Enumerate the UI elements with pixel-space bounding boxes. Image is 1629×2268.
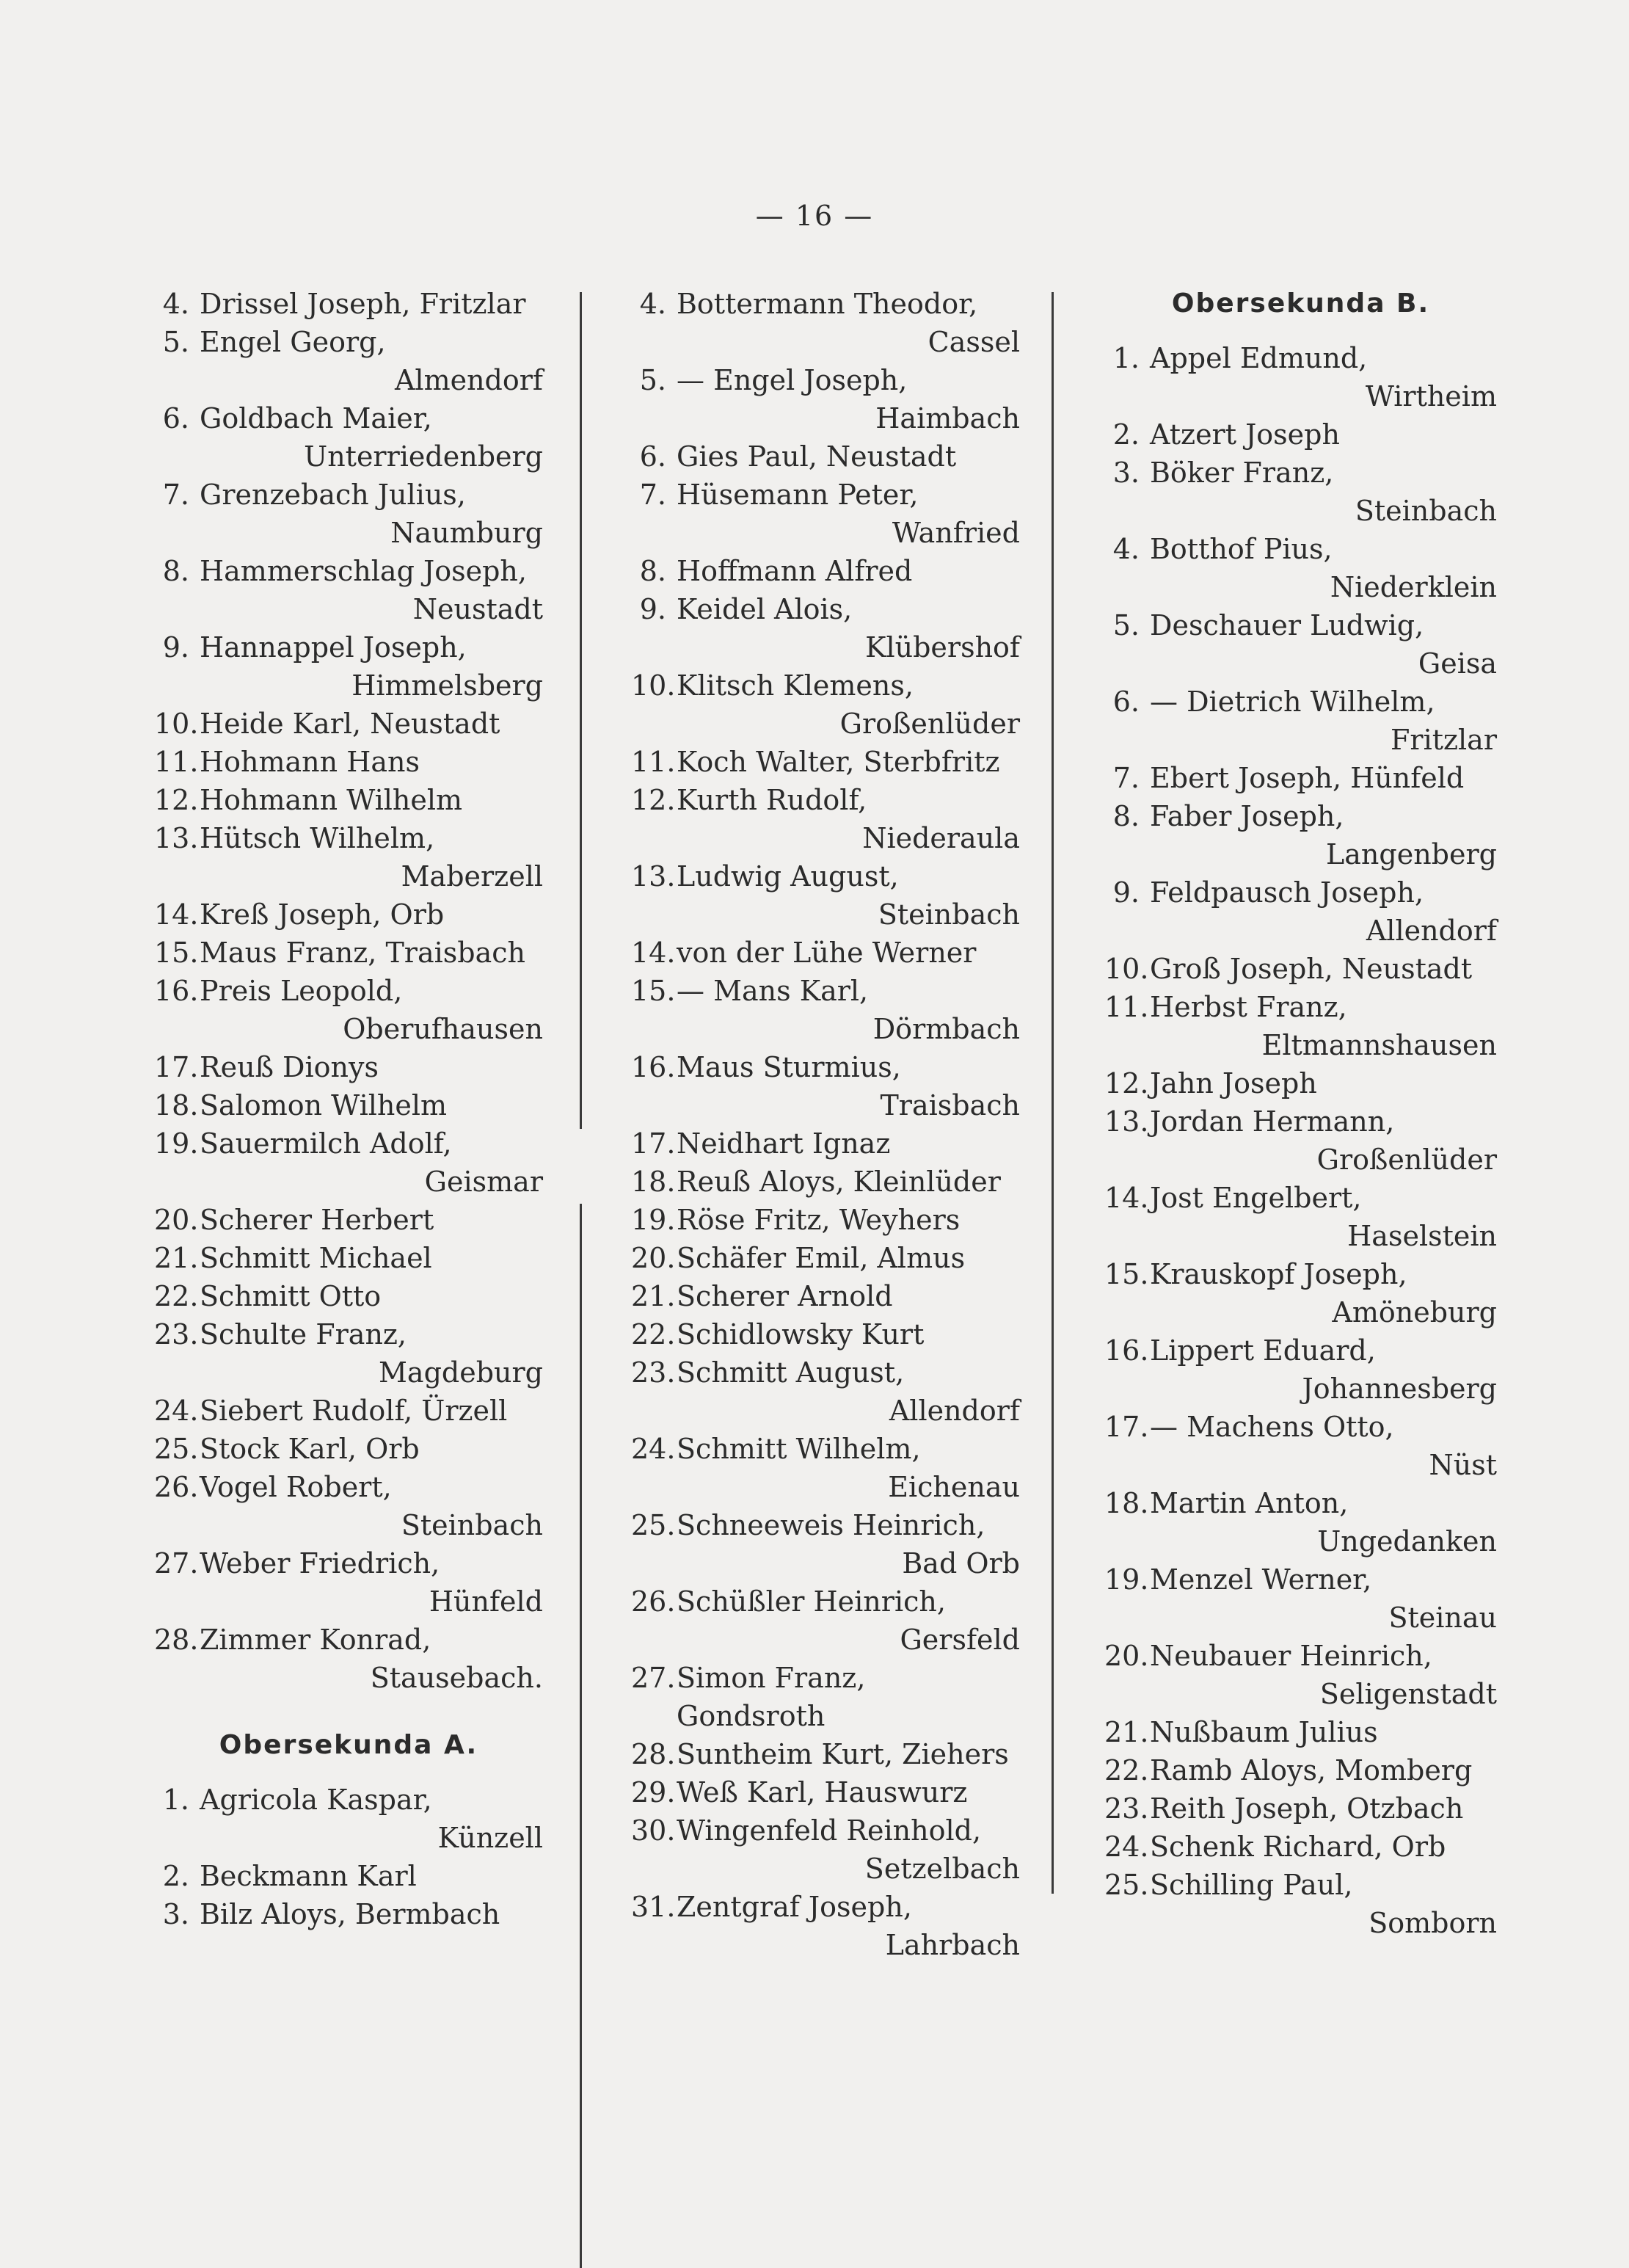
list-item (154, 705, 543, 743)
entry-name: Weber Friedrich, (200, 1547, 440, 1580)
entry-number: 12. (1104, 1067, 1149, 1100)
entry-place: Maberzell (401, 860, 543, 893)
entry-number: 2. (1112, 418, 1140, 451)
list-item (154, 743, 543, 781)
entry-number: 25. (154, 1433, 199, 1465)
entry-name: Hannappel Joseph, (200, 631, 467, 664)
entry-number: 4. (1112, 533, 1140, 565)
list-item (631, 1239, 1020, 1277)
list-item (154, 972, 543, 1048)
entry-number: 4. (162, 288, 189, 320)
entry-number: 16. (631, 1051, 676, 1083)
list-item (631, 1277, 1020, 1315)
entry-name: Zentgraf Joseph, (677, 1891, 912, 1923)
list-item (154, 1048, 543, 1086)
list-item (1104, 1751, 1497, 1789)
entry-number: 22. (1104, 1754, 1149, 1787)
entry-name: Jordan Hermann, (1150, 1105, 1395, 1138)
list-item (1104, 988, 1497, 1064)
list-item (1104, 1408, 1497, 1484)
list-item (154, 1895, 543, 1933)
entry-name: Jahn Joseph (1150, 1067, 1317, 1100)
entry-place: Somborn (1369, 1907, 1497, 1939)
entry-place: Niederklein (1330, 571, 1497, 603)
entry-number: 28. (631, 1738, 676, 1770)
entry-name: Schneeweis Heinrich, (677, 1509, 985, 1541)
entry-place: Großenlüder (839, 708, 1020, 740)
entry-place: Steinbach (401, 1509, 543, 1541)
entry-number: 11. (154, 746, 199, 778)
list-item (1104, 759, 1497, 797)
entry-place: Wirtheim (1365, 380, 1497, 412)
entry-name: Krauskopf Joseph, (1150, 1258, 1407, 1290)
list-item (1104, 1331, 1497, 1408)
entry-number: 12. (154, 784, 199, 816)
entry-place: Niederaula (862, 822, 1020, 854)
entry-name: Scherer Herbert (200, 1204, 434, 1236)
list-item (1104, 339, 1497, 415)
entry-name: Kurth Rudolf, (677, 784, 867, 816)
entry-name: Ludwig August, (677, 860, 899, 893)
list-item (1104, 1102, 1497, 1179)
entry-name: Salomon Wilhelm (200, 1089, 448, 1122)
entry-place: Großenlüder (1316, 1144, 1497, 1176)
entry-number: 22. (631, 1318, 676, 1351)
entry-place: Wanfried (892, 517, 1020, 549)
list-item (631, 476, 1020, 552)
entry-place: Steinbach (1355, 495, 1497, 527)
list-item (631, 590, 1020, 666)
entry-number: 19. (631, 1204, 676, 1236)
entry-number: 26. (154, 1471, 199, 1503)
entry-place: Neustadt (412, 593, 543, 625)
entry-place: Lahrbach (885, 1929, 1020, 1961)
entry-name: Sauermilch Adolf, (200, 1127, 452, 1160)
entry-name: Feldpausch Joseph, (1150, 876, 1424, 909)
list-item (154, 399, 543, 476)
entry-number: 18. (1104, 1487, 1149, 1519)
entry-name: Herbst Franz, (1150, 991, 1347, 1023)
entry-name: Zimmer Konrad, (200, 1624, 431, 1656)
entry-number: 18. (154, 1089, 199, 1122)
entry-number: 10. (1104, 953, 1149, 985)
entry-place: Eltmannshausen (1261, 1029, 1497, 1061)
list-item (631, 1315, 1020, 1353)
entry-place: Magdeburg (379, 1356, 543, 1389)
entry-number: 9. (1112, 876, 1140, 909)
entry-place: Fritzlar (1391, 724, 1497, 756)
list-item (1104, 1255, 1497, 1331)
entry-place: Dörmbach (872, 1013, 1020, 1045)
entry-name: Keidel Alois, (677, 593, 853, 625)
list-item (154, 1124, 543, 1201)
entry-number: 8. (1112, 800, 1140, 832)
entry-number: 16. (154, 975, 199, 1007)
list-item (631, 666, 1020, 743)
list-item (631, 1201, 1020, 1239)
list-item (154, 628, 543, 705)
entry-number: 13. (154, 822, 199, 854)
list-item (631, 1506, 1020, 1582)
entry-place: Cassel (928, 326, 1020, 358)
list-item (154, 1086, 543, 1124)
list-item (631, 743, 1020, 781)
entry-name: Scherer Arnold (677, 1280, 893, 1312)
entry-name: Heide Karl, Neustadt (200, 708, 500, 740)
list-item (1104, 530, 1497, 606)
entry-number: 5. (1112, 609, 1140, 641)
column-1 (154, 285, 543, 1933)
list-item (631, 285, 1020, 361)
entry-name: Hüsemann Peter, (677, 479, 919, 511)
list-item (154, 1201, 543, 1239)
entry-number: 7. (1112, 762, 1140, 794)
entry-name: Goldbach Maier, (200, 402, 432, 435)
list-item (1104, 683, 1497, 759)
list-item (1104, 1866, 1497, 1942)
entry-name: Reith Joseph, Otzbach (1150, 1792, 1464, 1825)
entry-number: 5. (162, 326, 189, 358)
entry-number: 19. (1104, 1563, 1149, 1596)
entry-name: Schäfer Emil, Almus (677, 1242, 966, 1274)
entry-place: Haimbach (875, 402, 1020, 435)
entry-name: Schenk Richard, Orb (1150, 1831, 1446, 1863)
entry-name: Nußbaum Julius (1150, 1716, 1378, 1748)
list-item (1104, 1713, 1497, 1751)
list-item (631, 437, 1020, 476)
entry-number: 11. (1104, 991, 1149, 1023)
entry-name: von der Lühe Werner (677, 937, 977, 969)
list-item (154, 1315, 543, 1392)
list-item (631, 1048, 1020, 1124)
entry-name: Preis Leopold, (200, 975, 403, 1007)
entry-number: 8. (639, 555, 666, 587)
entry-number: 9. (639, 593, 666, 625)
list-item (631, 361, 1020, 437)
entry-number: 14. (154, 898, 199, 931)
entry-name: Vogel Robert, (200, 1471, 392, 1503)
entry-name: Beckmann Karl (200, 1860, 417, 1892)
entry-name: Grenzebach Julius, (200, 479, 466, 511)
entry-place: Ungedanken (1317, 1525, 1497, 1558)
list-item (1104, 454, 1497, 530)
entry-name: Atzert Joseph (1150, 418, 1340, 451)
entry-number: 11. (631, 746, 676, 778)
list-item (1104, 1789, 1497, 1828)
entry-place: Nüst (1429, 1449, 1497, 1481)
list-item (154, 1277, 543, 1315)
list-item (154, 1857, 543, 1895)
entry-number: 20. (631, 1242, 676, 1274)
entry-place: Seligenstadt (1319, 1678, 1497, 1710)
entry-name: — Machens Otto, (1150, 1411, 1394, 1443)
entry-number: 28. (154, 1624, 199, 1656)
list-item (154, 1621, 543, 1697)
entry-name: Klitsch Klemens, (677, 669, 914, 702)
entry-number: 17. (631, 1127, 676, 1160)
entry-place: Geismar (424, 1166, 543, 1198)
column-divider (580, 292, 582, 1129)
entry-name: Martin Anton, (1150, 1487, 1349, 1519)
list-item (631, 1430, 1020, 1506)
entry-name: Reuß Dionys (200, 1051, 379, 1083)
entry-place: Künzell (437, 1822, 543, 1854)
entry-place: Stausebach. (370, 1662, 543, 1694)
entry-name: Kreß Joseph, Orb (200, 898, 445, 931)
entry-number: 3. (162, 1898, 189, 1930)
list-item (154, 476, 543, 552)
entry-number: 20. (154, 1204, 199, 1236)
entry-number: 7. (639, 479, 666, 511)
entry-number: 4. (639, 288, 666, 320)
entry-name: Bilz Aloys, Bermbach (200, 1898, 500, 1930)
entry-number: 10. (631, 669, 676, 702)
entry-place: Almendorf (394, 364, 543, 396)
entry-place: Traisbach (880, 1089, 1020, 1122)
entry-name: Weß Karl, Hauswurz (677, 1776, 968, 1809)
page-number: — 16 — (755, 200, 874, 232)
column-divider (580, 1204, 582, 2268)
list-item (154, 895, 543, 934)
entry-place: Steinau (1388, 1602, 1497, 1634)
list-item (154, 1392, 543, 1430)
list-item (631, 1353, 1020, 1430)
entry-number: 17. (154, 1051, 199, 1083)
entry-name: Schidlowsky Kurt (677, 1318, 925, 1351)
entry-place: Bad Orb (902, 1547, 1020, 1580)
entry-name: Hammerschlag Joseph, (200, 555, 527, 587)
entry-name: Groß Joseph, Neustadt (1150, 953, 1473, 985)
entry-number: 10. (154, 708, 199, 740)
entry-place: Haselstein (1347, 1220, 1497, 1252)
entry-name: Siebert Rudolf, Ürzell (200, 1395, 508, 1427)
entry-name: Appel Edmund, (1150, 342, 1368, 374)
entry-number: 6. (162, 402, 189, 435)
list-item (631, 972, 1020, 1048)
entry-name: Lippert Eduard, (1150, 1334, 1376, 1367)
entry-number: 30. (631, 1814, 676, 1847)
list-item (631, 1811, 1020, 1888)
entry-number: 12. (631, 784, 676, 816)
list-item (1104, 873, 1497, 950)
entry-place: Steinbach (878, 898, 1020, 931)
entry-number: 13. (631, 860, 676, 893)
entry-number: 18. (631, 1166, 676, 1198)
entry-number: 31. (631, 1891, 676, 1923)
list-item (154, 819, 543, 895)
column-divider (1052, 292, 1054, 1894)
entry-name: Schmitt Michael (200, 1242, 432, 1274)
list-item (154, 285, 543, 323)
entry-place: Allendorf (1366, 915, 1497, 947)
entry-number: 26. (631, 1585, 676, 1618)
entry-name: Schmitt August, (677, 1356, 905, 1389)
section-heading: Obersekunda A. (219, 1730, 478, 1760)
list-item (154, 1468, 543, 1544)
entry-name: Faber Joseph, (1150, 800, 1344, 832)
entry-name: Hohmann Hans (200, 746, 420, 778)
list-item (631, 1888, 1020, 1964)
list-item (631, 857, 1020, 934)
entry-number: 14. (1104, 1182, 1149, 1214)
entry-name: Engel Georg, (200, 326, 386, 358)
entry-name: Gies Paul, Neustadt (677, 440, 957, 473)
entry-name: Suntheim Kurt, Ziehers (677, 1738, 1009, 1770)
entry-place: Oberufhausen (343, 1013, 543, 1045)
list-item (1104, 415, 1497, 454)
entry-name: Schmitt Otto (200, 1280, 382, 1312)
entry-name: Schmitt Wilhelm, (677, 1433, 921, 1465)
entry-name: — Mans Karl, (677, 975, 869, 1007)
entry-name: Hoffmann Alfred (677, 555, 913, 587)
entry-number: 6. (639, 440, 666, 473)
entry-name: Jost Engelbert, (1150, 1182, 1362, 1214)
list-item (154, 1781, 543, 1857)
entry-name: Schulte Franz, (200, 1318, 407, 1351)
entry-place: Himmelsberg (351, 669, 543, 702)
entry-number: 20. (1104, 1640, 1149, 1672)
entry-place: Hünfeld (429, 1585, 543, 1618)
column-3 (1104, 285, 1497, 1942)
list-item (154, 934, 543, 972)
entry-name: Ebert Joseph, Hünfeld (1150, 762, 1465, 794)
entry-name: Reuß Aloys, Kleinlüder (677, 1166, 1001, 1198)
entry-name: Simon Franz, Gondsroth (677, 1662, 866, 1732)
entry-number: 13. (1104, 1105, 1149, 1138)
entry-name: Neubauer Heinrich, (1150, 1640, 1432, 1672)
list-item (1104, 797, 1497, 873)
list-item (631, 934, 1020, 972)
entry-number: 3. (1112, 457, 1140, 489)
entry-name: Koch Walter, Sterbfritz (677, 746, 1000, 778)
entry-place: Geisa (1418, 647, 1497, 680)
entry-name: Schüßler Heinrich, (677, 1585, 946, 1618)
list-item (154, 552, 543, 628)
entry-number: 21. (631, 1280, 676, 1312)
entry-name: Bottermann Theodor, (677, 288, 978, 320)
entry-number: 15. (154, 937, 199, 969)
entry-number: 16. (1104, 1334, 1149, 1367)
column-2 (631, 285, 1020, 1964)
list-item (631, 781, 1020, 857)
list-item (154, 1430, 543, 1468)
entry-name: Maus Franz, Traisbach (200, 937, 526, 969)
entry-name: Neidhart Ignaz (677, 1127, 891, 1160)
entry-name: Agricola Kaspar, (200, 1784, 432, 1816)
entry-number: 27. (631, 1662, 676, 1694)
entry-number: 19. (154, 1127, 199, 1160)
entry-place: Unterriedenberg (304, 440, 543, 473)
list-item (631, 552, 1020, 590)
section-heading: Obersekunda B. (1171, 288, 1430, 319)
list-item (631, 1659, 1020, 1735)
entry-number: 24. (631, 1433, 676, 1465)
list-item (1104, 606, 1497, 683)
entry-name: Schilling Paul, (1150, 1869, 1353, 1901)
entry-number: 27. (154, 1547, 199, 1580)
entry-name: Röse Fritz, Weyhers (677, 1204, 961, 1236)
entry-name: Deschauer Ludwig, (1150, 609, 1424, 641)
entry-number: 1. (1112, 342, 1140, 374)
list-item (1104, 1828, 1497, 1866)
entry-number: 14. (631, 937, 676, 969)
entry-place: Johannesberg (1302, 1373, 1497, 1405)
entry-number: 15. (631, 975, 676, 1007)
entry-number: 24. (154, 1395, 199, 1427)
entry-number: 24. (1104, 1831, 1149, 1863)
entry-number: 1. (162, 1784, 189, 1816)
list-item (154, 781, 543, 819)
entry-number: 23. (1104, 1792, 1149, 1825)
entry-place: Langenberg (1326, 838, 1497, 871)
entry-number: 9. (162, 631, 189, 664)
entry-number: 21. (154, 1242, 199, 1274)
entry-place: Amöneburg (1332, 1296, 1497, 1329)
entry-place: Naumburg (390, 517, 543, 549)
entry-number: 21. (1104, 1716, 1149, 1748)
entry-place: Setzelbach (864, 1853, 1020, 1885)
entry-number: 15. (1104, 1258, 1149, 1290)
entry-name: Menzel Werner, (1150, 1563, 1372, 1596)
list-item (1104, 1637, 1497, 1713)
entry-name: Böker Franz, (1150, 457, 1334, 489)
entry-name: Botthof Pius, (1150, 533, 1333, 565)
list-item (631, 1773, 1020, 1811)
entry-number: 29. (631, 1776, 676, 1809)
entry-name: Stock Karl, Orb (200, 1433, 420, 1465)
entry-name: — Dietrich Wilhelm, (1150, 686, 1435, 718)
entry-name: Drissel Joseph, Fritzlar (200, 288, 526, 320)
entry-name: Hohmann Wilhelm (200, 784, 463, 816)
list-item (1104, 1484, 1497, 1560)
entry-number: 7. (162, 479, 189, 511)
entry-place: Eichenau (888, 1471, 1020, 1503)
list-item (154, 1239, 543, 1277)
entry-name: Ramb Aloys, Momberg (1150, 1754, 1473, 1787)
list-item (631, 1163, 1020, 1201)
list-item (1104, 1560, 1497, 1637)
entry-name: Maus Sturmius, (677, 1051, 901, 1083)
entry-place: Klübershof (865, 631, 1020, 664)
list-item (154, 323, 543, 399)
entry-number: 25. (631, 1509, 676, 1541)
entry-number: 22. (154, 1280, 199, 1312)
entry-number: 2. (162, 1860, 189, 1892)
entry-number: 23. (154, 1318, 199, 1351)
list-item (631, 1735, 1020, 1773)
entry-place: Gersfeld (900, 1624, 1020, 1656)
list-item (631, 1124, 1020, 1163)
entry-number: 6. (1112, 686, 1140, 718)
list-item (1104, 1064, 1497, 1102)
list-item (631, 1582, 1020, 1659)
entry-number: 25. (1104, 1869, 1149, 1901)
entry-number: 5. (639, 364, 666, 396)
entry-name: — Engel Joseph, (677, 364, 908, 396)
entry-number: 17. (1104, 1411, 1149, 1443)
entry-number: 8. (162, 555, 189, 587)
list-item (1104, 950, 1497, 988)
list-item (1104, 1179, 1497, 1255)
entry-place: Allendorf (889, 1395, 1020, 1427)
entry-name: Hütsch Wilhelm, (200, 822, 435, 854)
entry-name: Wingenfeld Reinhold, (677, 1814, 982, 1847)
list-item (154, 1544, 543, 1621)
entry-number: 23. (631, 1356, 676, 1389)
